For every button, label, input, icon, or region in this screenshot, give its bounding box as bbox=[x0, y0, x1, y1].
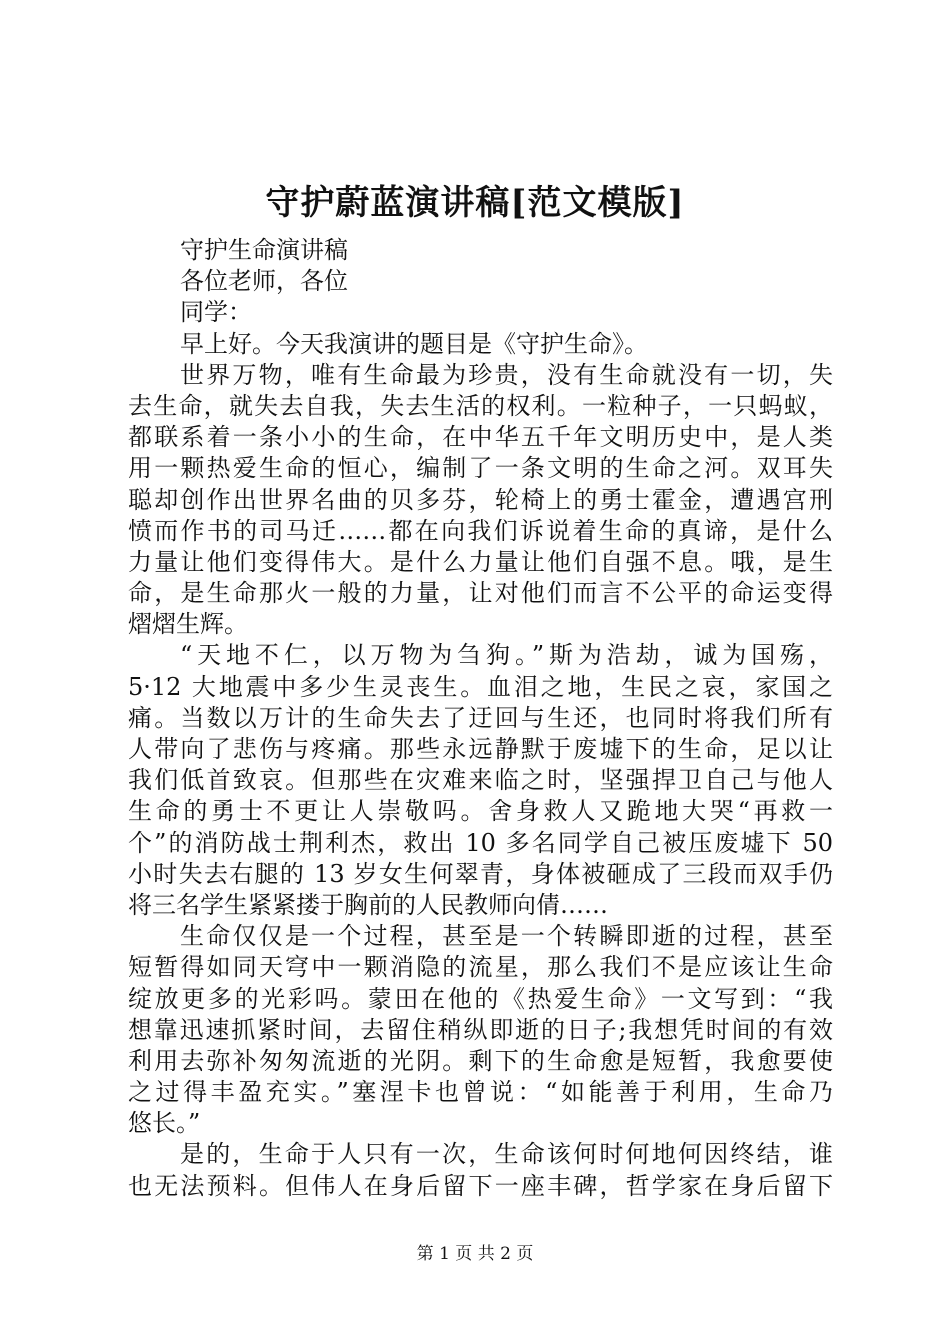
body-line: 我们低首致哀。但那些在灾难来临之时，坚强捍卫自己与他人 bbox=[128, 766, 833, 795]
body-line: 利用去弥补匆匆流逝的光阴。剩下的生命愈是短暂，我愈要使 bbox=[128, 1046, 833, 1075]
body-line: 各位老师，各位 bbox=[180, 267, 348, 296]
body-line: 悠长。” bbox=[128, 1109, 201, 1138]
body-line: 生命的勇士不更让人崇敬吗。舍身救人又跪地大哭“再救一 bbox=[128, 797, 833, 826]
body-line: “天地不仁，以万物为刍狗。”斯为浩劫，诚为国殇， bbox=[180, 641, 833, 670]
body-line: 守护生命演讲稿 bbox=[180, 236, 348, 264]
body-line: 小时失去右腿的 13 岁女生何翠青，身体被砸成了三段而双手仍 bbox=[128, 859, 833, 888]
body-line: 去生命，就失去自我，失去生活的权利。一粒种子，一只蚂蚁， bbox=[128, 391, 833, 420]
body-line: 世界万物，唯有生命最为珍贵，没有生命就没有一切，失 bbox=[180, 360, 833, 389]
body-line: 也无法预料。但伟人在身后留下一座丰碑，哲学家在身后留下 bbox=[128, 1171, 833, 1200]
body-line: 将三名学生紧紧搂于胸前的人民教师向倩…… bbox=[128, 890, 608, 919]
body-line: 个”的消防战士荆利杰，救出 10 多名同学自己被压废墟下 50 bbox=[128, 828, 833, 857]
body-line: 痛。当数以万计的生命失去了迂回与生还，也同时将我们所有 bbox=[128, 703, 833, 732]
body-line: 绽放更多的光彩吗。蒙田在他的《热爱生命》一文写到：“我 bbox=[128, 984, 833, 1013]
body-line: 用一颗热爱生命的恒心，编制了一条文明的生命之河。双耳失 bbox=[128, 454, 833, 483]
body-line: 短暂得如同天穹中一颗消隐的流星，那么我们不是应该让生命 bbox=[128, 953, 833, 982]
body-line: 同学： bbox=[180, 298, 252, 327]
body-line: 想靠迅速抓紧时间，去留住稍纵即逝的日子;我想凭时间的有效 bbox=[128, 1015, 833, 1044]
body-line: 之过得丰盈充实。”塞涅卡也曾说：“如能善于利用，生命乃 bbox=[128, 1078, 833, 1107]
body-line: 聪却创作出世界名曲的贝多芬，轮椅上的勇士霍金，遭遇宫刑 bbox=[128, 485, 833, 514]
body-line: 熠熠生辉。 bbox=[128, 610, 248, 639]
body-line: 都联系着一条小小的生命，在中华五千年文明历史中，是人类 bbox=[128, 423, 833, 452]
body-line: 是的，生命于人只有一次，生命该何时何地何因终结，谁 bbox=[180, 1140, 833, 1169]
body-line: 人带向了悲伤与疼痛。那些永远静默于废墟下的生命，足以让 bbox=[128, 735, 833, 763]
document-title: 守护蔚蓝演讲稿[范文模版] bbox=[265, 183, 685, 223]
body-line: 生命仅仅是一个过程，甚至是一个转瞬即逝的过程，甚至 bbox=[180, 922, 833, 951]
document-body bbox=[128, 235, 833, 1202]
body-line: 命，是生命那火一般的力量，让对他们而言不公平的命运变得 bbox=[128, 579, 833, 608]
body-line: 愤而作书的司马迁……都在向我们诉说着生命的真谛，是什么 bbox=[128, 516, 833, 545]
page-footer: 第 1 页 共 2 页 bbox=[416, 1244, 534, 1264]
body-line: 5·12 大地震中多少生灵丧生。血泪之地，生民之哀，家国之 bbox=[128, 672, 833, 701]
body-line: 早上好。今天我演讲的题目是《守护生命》。 bbox=[180, 329, 648, 358]
body-line: 力量让他们变得伟大。是什么力量让他们自强不息。哦，是生 bbox=[128, 547, 833, 576]
